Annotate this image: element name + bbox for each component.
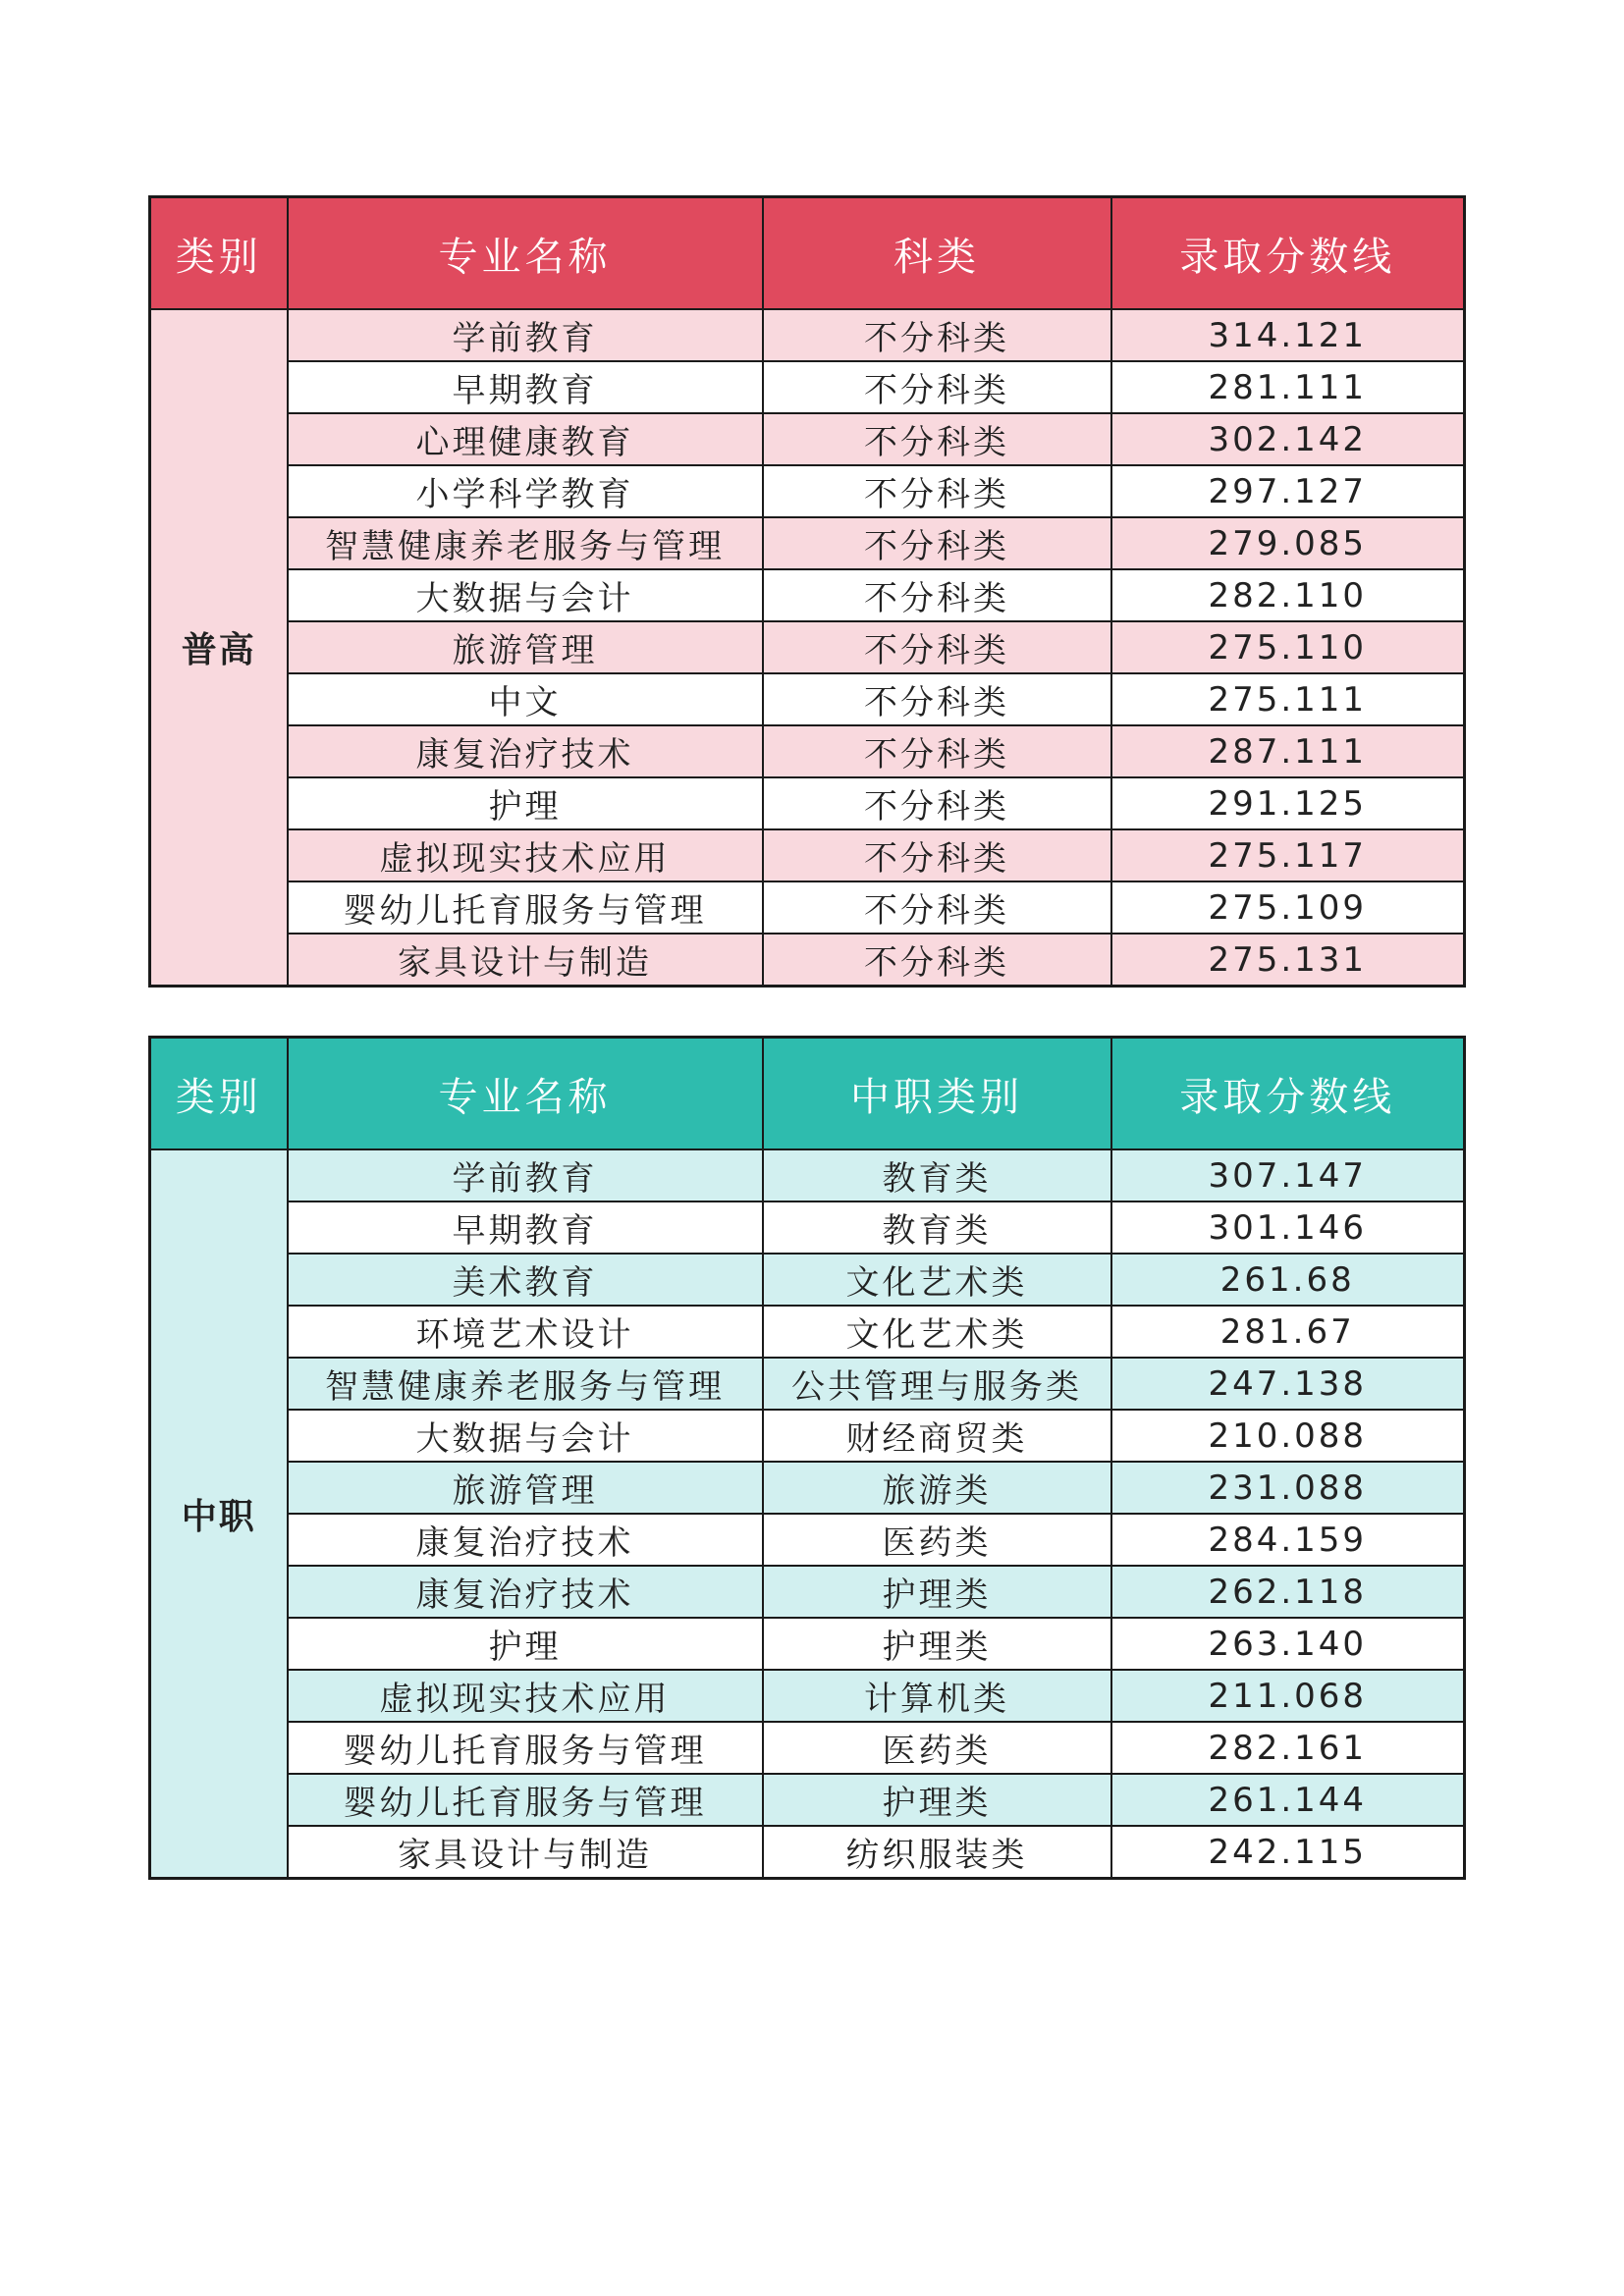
table-row [150,1826,1465,1879]
subject-type-cell: 医药类 [763,1722,1111,1774]
major-name-cell: 康复治疗技术 [288,725,763,777]
subject-type-cell: 文化艺术类 [763,1254,1111,1306]
major-name-cell: 护理 [288,1618,763,1670]
subject-type-cell: 不分科类 [763,621,1111,673]
admission-score-cell: 262.118 [1111,1566,1465,1618]
major-name-cell: 智慧健康养老服务与管理 [288,1358,763,1410]
admission-score-cell: 210.088 [1111,1410,1465,1462]
subject-type-cell: 不分科类 [763,934,1111,987]
subject-type-cell: 公共管理与服务类 [763,1358,1111,1410]
subject-type-cell: 不分科类 [763,517,1111,569]
major-name-cell: 康复治疗技术 [288,1566,763,1618]
table-row [150,465,1465,517]
general-header-row [150,197,1465,310]
major-name-cell: 虚拟现实技术应用 [288,1670,763,1722]
subject-type-cell: 不分科类 [763,413,1111,465]
admission-score-cell: 275.110 [1111,621,1465,673]
table-row [150,1722,1465,1774]
subject-type-cell: 不分科类 [763,309,1111,361]
vocational-admission-table [148,1036,1466,1880]
admission-score-cell: 284.159 [1111,1514,1465,1566]
admission-score-cell: 211.068 [1111,1670,1465,1722]
table-row [150,829,1465,881]
subject-type-cell: 不分科类 [763,361,1111,413]
major-name-cell: 大数据与会计 [288,569,763,621]
admission-score-cell: 231.088 [1111,1462,1465,1514]
major-name-cell: 婴幼儿托育服务与管理 [288,1774,763,1826]
table-row [150,934,1465,987]
admission-score-cell: 281.67 [1111,1306,1465,1358]
table-row [150,413,1465,465]
subject-type-cell: 财经商贸类 [763,1410,1111,1462]
major-name-cell: 早期教育 [288,1201,763,1254]
major-name-cell: 旅游管理 [288,621,763,673]
header-major-name: 专业名称 [288,1038,763,1150]
header-major-name: 专业名称 [288,197,763,310]
header-subject-type: 科类 [763,197,1111,310]
major-name-cell: 学前教育 [288,309,763,361]
subject-type-cell: 不分科类 [763,673,1111,725]
major-name-cell: 美术教育 [288,1254,763,1306]
admission-score-cell: 261.68 [1111,1254,1465,1306]
vocational-table-body [150,1149,1465,1879]
admission-score-cell: 275.111 [1111,673,1465,725]
table-row [150,1201,1465,1254]
header-category: 类别 [150,1038,288,1150]
table-row [150,1410,1465,1462]
subject-type-cell: 不分科类 [763,569,1111,621]
table-row [150,881,1465,934]
major-name-cell: 家具设计与制造 [288,934,763,987]
admission-score-cell: 307.147 [1111,1149,1465,1201]
table-row [150,309,1465,361]
table-row [150,1670,1465,1722]
header-admission-score: 录取分数线 [1111,1038,1465,1150]
subject-type-cell: 不分科类 [763,881,1111,934]
general-admission-table [148,195,1466,988]
table-row [150,1254,1465,1306]
subject-type-cell: 教育类 [763,1201,1111,1254]
major-name-cell: 婴幼儿托育服务与管理 [288,1722,763,1774]
table-row [150,673,1465,725]
header-category: 类别 [150,197,288,310]
table-row [150,1462,1465,1514]
major-name-cell: 心理健康教育 [288,413,763,465]
table-row [150,621,1465,673]
subject-type-cell: 纺织服装类 [763,1826,1111,1879]
category-cell: 中职 [150,1149,288,1879]
table-row [150,777,1465,829]
subject-type-cell: 医药类 [763,1514,1111,1566]
major-name-cell: 家具设计与制造 [288,1826,763,1879]
major-name-cell: 婴幼儿托育服务与管理 [288,881,763,934]
admission-score-cell: 261.144 [1111,1774,1465,1826]
major-name-cell: 早期教育 [288,361,763,413]
table-row [150,1566,1465,1618]
subject-type-cell: 不分科类 [763,465,1111,517]
table-row [150,1774,1465,1826]
admission-score-cell: 301.146 [1111,1201,1465,1254]
table-row [150,725,1465,777]
subject-type-cell: 教育类 [763,1149,1111,1201]
major-name-cell: 护理 [288,777,763,829]
major-name-cell: 小学科学教育 [288,465,763,517]
admission-score-cell: 302.142 [1111,413,1465,465]
general-table-body [150,309,1465,987]
subject-type-cell: 护理类 [763,1566,1111,1618]
table-row [150,517,1465,569]
admission-score-cell: 282.110 [1111,569,1465,621]
major-name-cell: 智慧健康养老服务与管理 [288,517,763,569]
category-cell: 普高 [150,309,288,987]
major-name-cell: 学前教育 [288,1149,763,1201]
major-name-cell: 旅游管理 [288,1462,763,1514]
subject-type-cell: 护理类 [763,1774,1111,1826]
admission-score-cell: 275.109 [1111,881,1465,934]
major-name-cell: 中文 [288,673,763,725]
admission-score-cell: 291.125 [1111,777,1465,829]
table-row [150,1358,1465,1410]
table-row [150,569,1465,621]
major-name-cell: 虚拟现实技术应用 [288,829,763,881]
admission-score-cell: 297.127 [1111,465,1465,517]
major-name-cell: 环境艺术设计 [288,1306,763,1358]
admission-score-cell: 279.085 [1111,517,1465,569]
table-row [150,361,1465,413]
major-name-cell: 大数据与会计 [288,1410,763,1462]
admission-score-cell: 275.131 [1111,934,1465,987]
subject-type-cell: 不分科类 [763,829,1111,881]
admission-score-cell: 275.117 [1111,829,1465,881]
subject-type-cell: 旅游类 [763,1462,1111,1514]
subject-type-cell: 不分科类 [763,777,1111,829]
admission-score-cell: 314.121 [1111,309,1465,361]
table-row [150,1306,1465,1358]
subject-type-cell: 护理类 [763,1618,1111,1670]
admission-score-cell: 287.111 [1111,725,1465,777]
table-row [150,1618,1465,1670]
header-admission-score: 录取分数线 [1111,197,1465,310]
table-row [150,1514,1465,1566]
admission-score-cell: 282.161 [1111,1722,1465,1774]
subject-type-cell: 计算机类 [763,1670,1111,1722]
vocational-header-row [150,1038,1465,1150]
admission-score-cell: 281.111 [1111,361,1465,413]
major-name-cell: 康复治疗技术 [288,1514,763,1566]
subject-type-cell: 不分科类 [763,725,1111,777]
admission-score-cell: 263.140 [1111,1618,1465,1670]
admission-score-cell: 242.115 [1111,1826,1465,1879]
subject-type-cell: 文化艺术类 [763,1306,1111,1358]
admission-score-cell: 247.138 [1111,1358,1465,1410]
header-vocational-type: 中职类别 [763,1038,1111,1150]
table-row [150,1149,1465,1201]
